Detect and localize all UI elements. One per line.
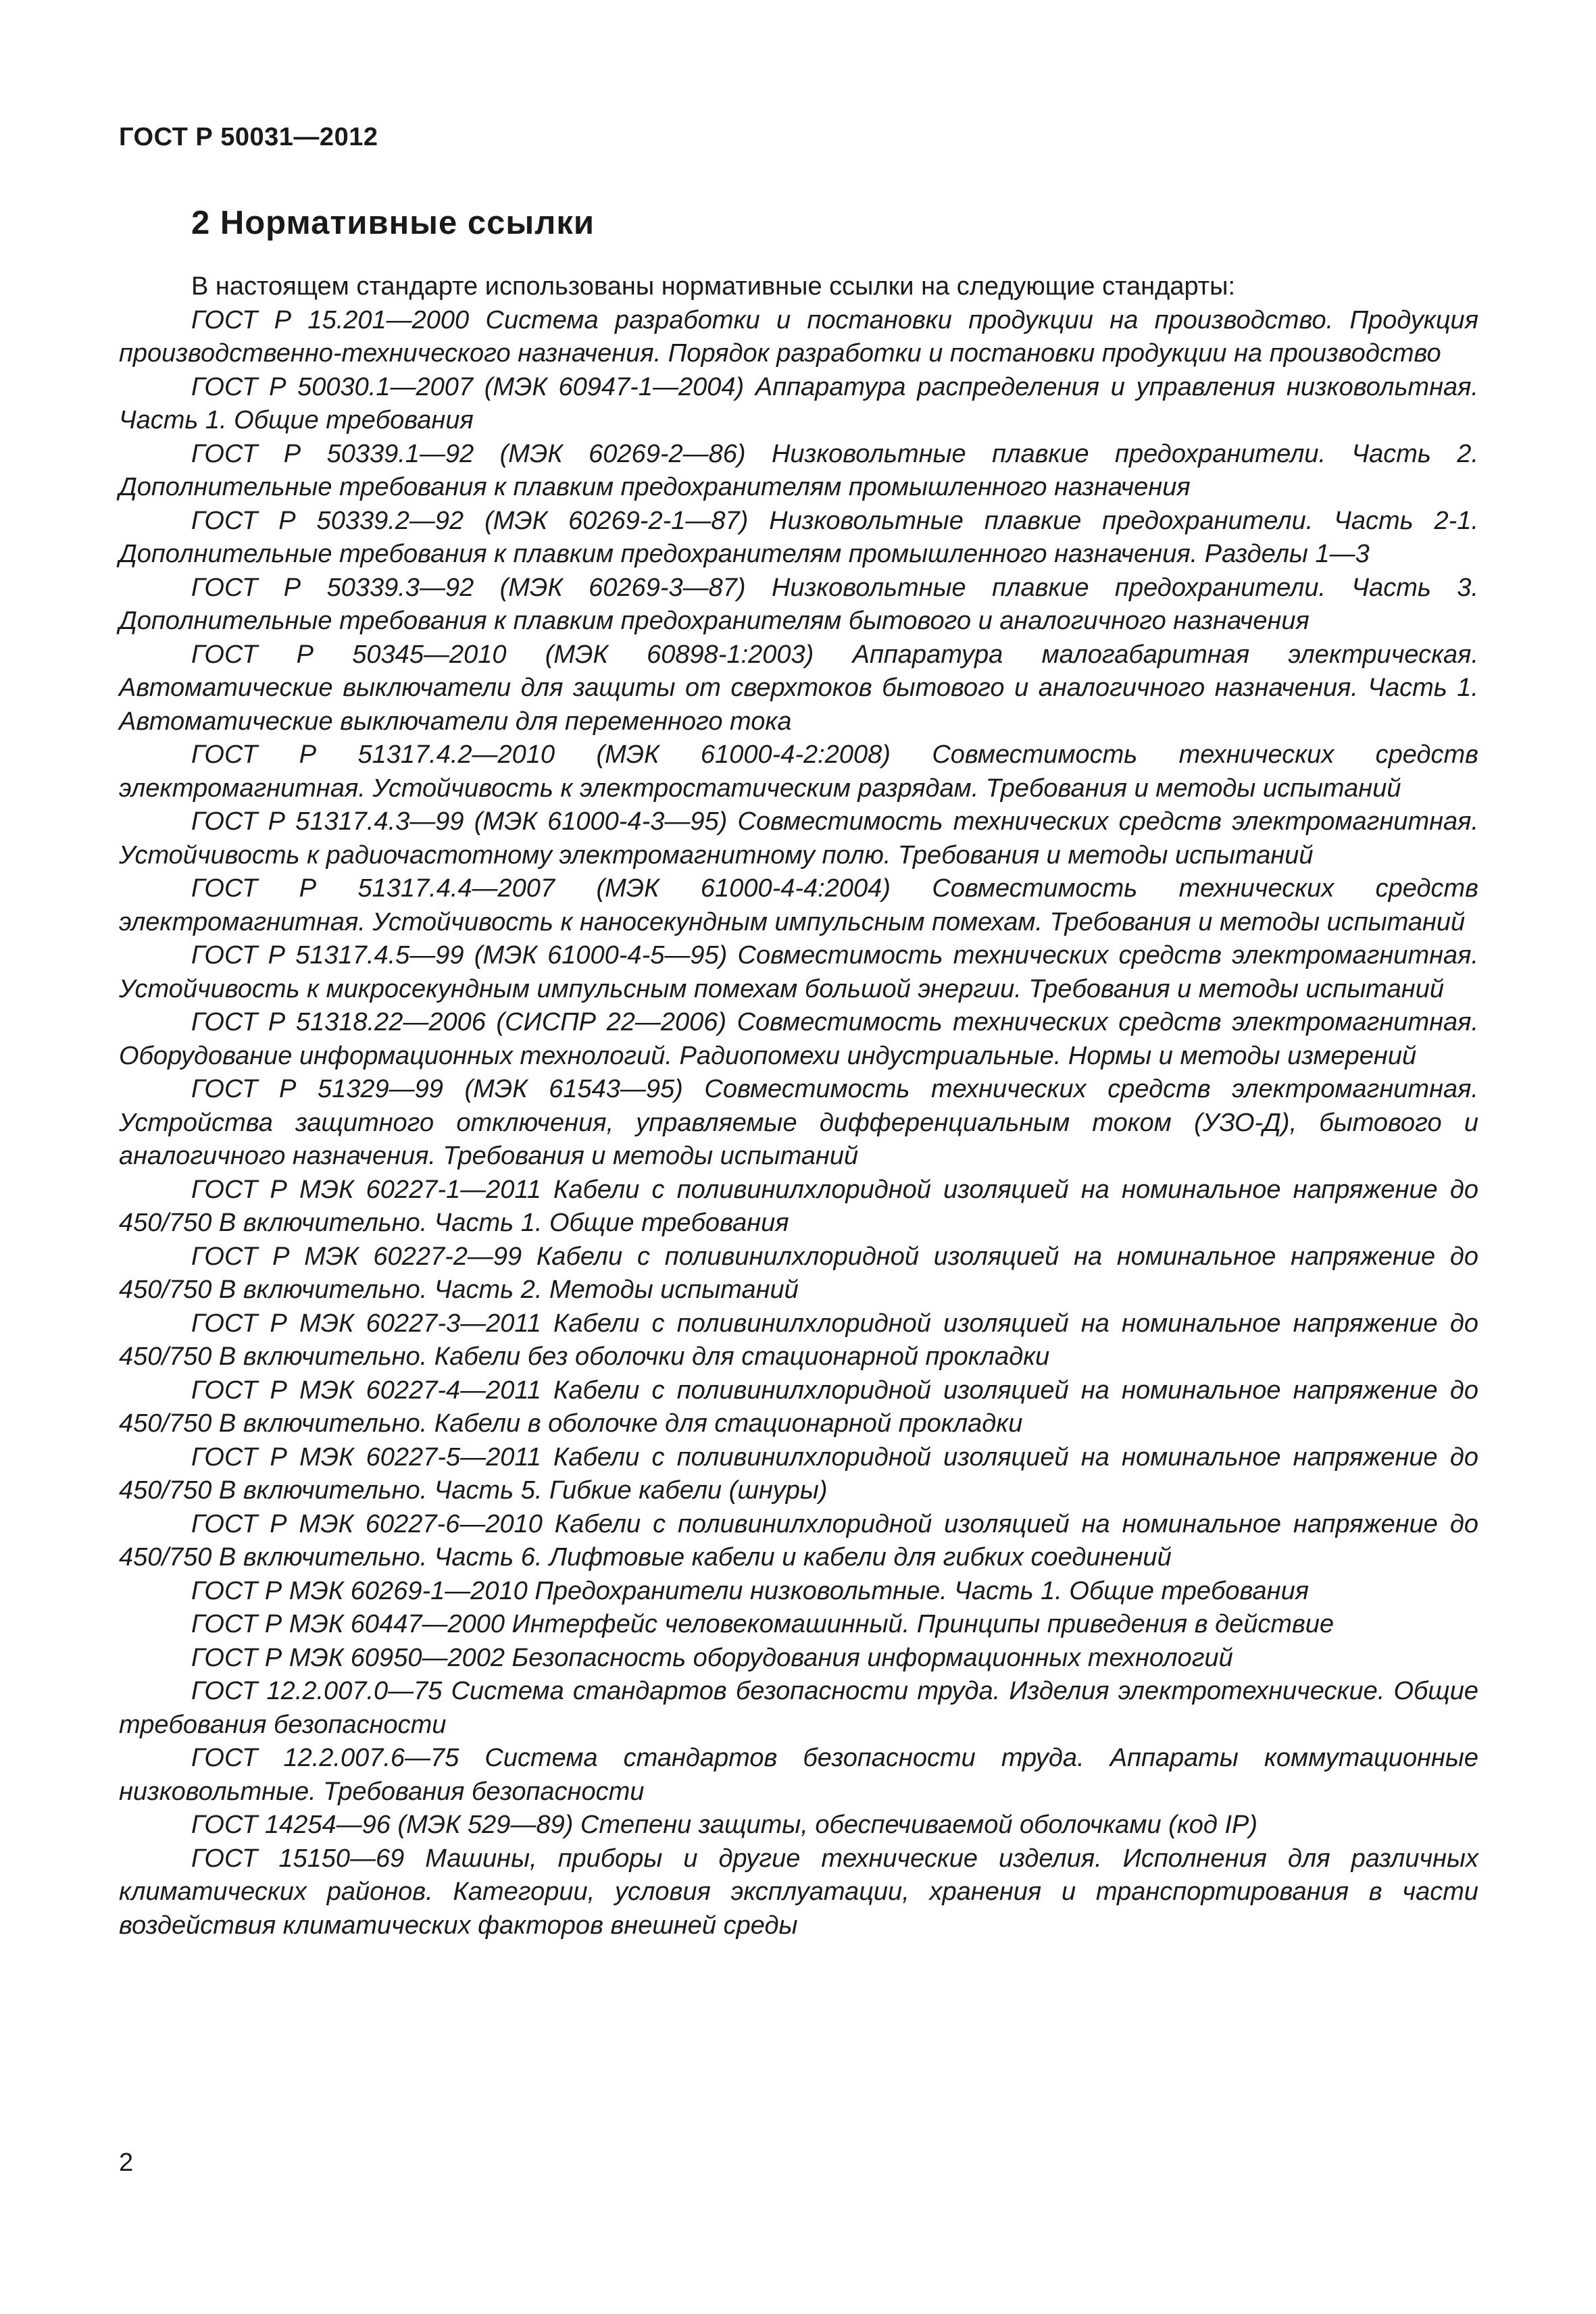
reference-item: ГОСТ Р 50345—2010 (МЭК 60898-1:2003) Аппаратура малогабаритная электрическая. Автоматические выключатели для защиты от сверхтоков бытового и аналогичного назначения. Часть 1. Автоматические выключатели для переменного тока — [119, 640, 1478, 736]
references-body — [119, 270, 1478, 1942]
reference-item: ГОСТ Р МЭК 60227-5—2011 Кабели с поливинилхлоридной изоляцией на номинальное напряжение до 450/750 В включительно. Часть 5. Гибкие кабели (шнуры) — [119, 1442, 1478, 1505]
reference-item: ГОСТ 15150—69 Машины, приборы и другие технические изделия. Исполнения для различных климатических районов. Категории, условия эксплуатации, хранения и транспортирования в части воздействия климатических факторов внешней среды — [119, 1844, 1478, 1940]
reference-item: ГОСТ 14254—96 (МЭК 529—89) Степени защиты, обеспечиваемой оболочками (код IP) — [191, 1811, 1258, 1839]
reference-item: ГОСТ 12.2.007.6—75 Система стандартов безопасности труда. Аппараты коммутационные низковольтные. Требования безопасности — [119, 1744, 1478, 1806]
reference-item: ГОСТ Р МЭК 60227-2—99 Кабели с поливинилхлоридной изоляцией на номинальное напряжение до 450/750 В включительно. Часть 2. Методы испытаний — [119, 1242, 1478, 1304]
reference-item: ГОСТ Р 51317.4.4—2007 (МЭК 61000-4-4:2004) Совместимость технических средств электромагнитная. Устойчивость к наносекундным импульсным помехам. Требования и методы испытаний — [119, 874, 1478, 936]
reference-item: ГОСТ Р МЭК 60950—2002 Безопасность оборудования информационных технологий — [191, 1643, 1233, 1672]
reference-item: ГОСТ Р 51317.4.2—2010 (МЭК 61000-4-2:2008) Совместимость технических средств электромагнитная. Устойчивость к электростатическим разрядам. Требования и методы испытаний — [119, 740, 1478, 803]
reference-item: ГОСТ Р 15.201—2000 Система разработки и постановки продукции на производство. Продукция производственно-технического назначения. Порядок разработки и постановки продукции на производство — [119, 305, 1478, 368]
reference-item: ГОСТ Р 50030.1—2007 (МЭК 60947-1—2004) Аппаратура распределения и управления низковольтная. Часть 1. Общие требования — [119, 372, 1478, 434]
reference-item: ГОСТ Р 51329—99 (МЭК 61543—95) Совместимость технических средств электромагнитная. Устройства защитного отключения, управляемые дифференциальным током (УЗО-Д), бытового и аналогичного назначения. Требования и методы испытаний — [119, 1075, 1478, 1170]
reference-item: ГОСТ Р 51317.4.5—99 (МЭК 61000-4-5—95) Совместимость технических средств электромагнитная. Устойчивость к микросекундным импульсным помехам большой энергии. Требования и методы испытаний — [119, 941, 1478, 1003]
reference-item: ГОСТ 12.2.007.0—75 Система стандартов безопасности труда. Изделия электротехнические. Общие требования безопасности — [119, 1677, 1478, 1739]
reference-item: ГОСТ Р 51318.22—2006 (СИСПР 22—2006) Совместимость технических средств электромагнитная. Оборудование информационных технологий. Радиопомехи индустриальные. Нормы и методы измерений — [119, 1008, 1478, 1070]
reference-item: ГОСТ Р 51317.4.3—99 (МЭК 61000-4-3—95) Совместимость технических средств электромагнитная. Устойчивость к радиочастотному электромагнитному полю. Требования и методы испытаний — [119, 807, 1478, 870]
reference-item: ГОСТ Р МЭК 60227-4—2011 Кабели с поливинилхлоридной изоляцией на номинальное напряжение до 450/750 В включительно. Кабели в оболочке для стационарной прокладки — [119, 1376, 1478, 1438]
intro-paragraph: В настоящем стандарте использованы нормативные ссылки на следующие стандарты: — [191, 272, 1236, 301]
page-header-standard-id: ГОСТ Р 50031—2012 — [119, 123, 378, 151]
reference-item: ГОСТ Р МЭК 60227-1—2011 Кабели с поливинилхлоридной изоляцией на номинальное напряжение до 450/750 В включительно. Часть 1. Общие требования — [119, 1175, 1478, 1237]
reference-item: ГОСТ Р МЭК 60227-3—2011 Кабели с поливинилхлоридной изоляцией на номинальное напряжение до 450/750 В включительно. Кабели без оболочки для стационарной прокладки — [119, 1309, 1478, 1371]
reference-item: ГОСТ Р МЭК 60227-6—2010 Кабели с поливинилхлоридной изоляцией на номинальное напряжение до 450/750 В включительно. Часть 6. Лифтовые кабели и кабели для гибких соединений — [119, 1509, 1478, 1571]
reference-item: ГОСТ Р 50339.1—92 (МЭК 60269-2—86) Низковольтные плавкие предохранители. Часть 2. Дополнительные требования к плавким предохранителям промышленного назначения — [119, 439, 1478, 501]
reference-item: ГОСТ Р 50339.2—92 (МЭК 60269-2-1—87) Низковольтные плавкие предохранители. Часть 2-1. Дополнительные требования к плавким предохранителям промышленного назначения. Разделы 1—3 — [119, 506, 1478, 568]
reference-item: ГОСТ Р 50339.3—92 (МЭК 60269-3—87) Низковольтные плавкие предохранители. Часть 3. Дополнительные требования к плавким предохранителям бытового и аналогичного назначения — [119, 573, 1478, 635]
reference-item: ГОСТ Р МЭК 60447—2000 Интерфейс человекомашинный. Принципы приведения в действие — [191, 1610, 1335, 1638]
section-title: 2 Нормативные ссылки — [191, 205, 595, 241]
page-number: 2 — [119, 2148, 134, 2177]
reference-item: ГОСТ Р МЭК 60269-1—2010 Предохранители низковольтные. Часть 1. Общие требования — [191, 1576, 1310, 1605]
